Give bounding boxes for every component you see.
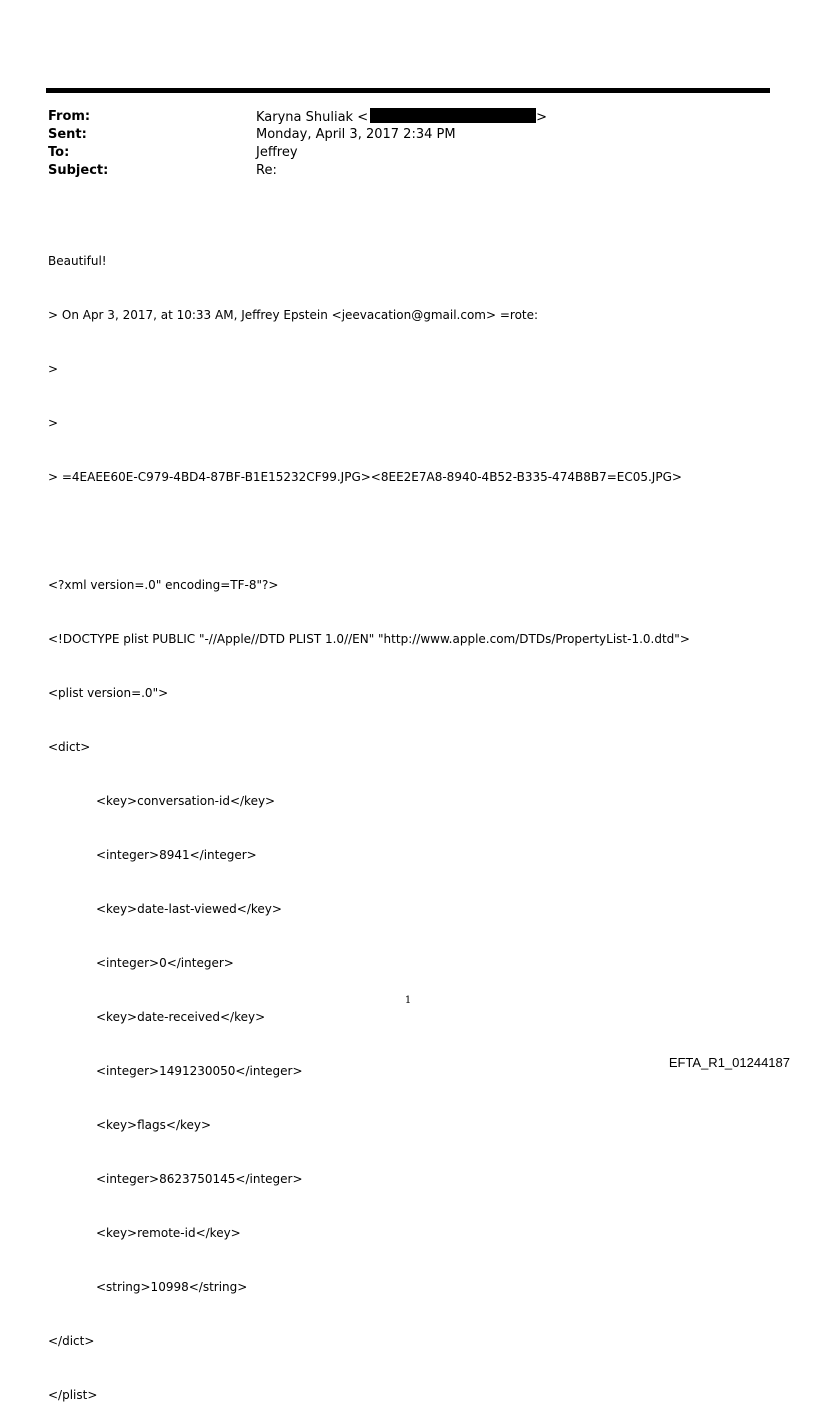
- body-line: [48, 522, 690, 540]
- bates-number: EFTA_R1_01244187: [668, 1055, 790, 1070]
- email-header: [48, 108, 547, 180]
- body-line: <integer>8941</integer>: [96, 848, 257, 862]
- body-line: <?xml version=.0" encoding=TF-8"?>: [48, 578, 279, 592]
- subject-row: [48, 162, 547, 180]
- from-tail: >: [536, 110, 548, 125]
- email-body: [48, 216, 690, 1422]
- body-line: <integer>0</integer>: [96, 956, 234, 970]
- body-line: <string>10998</string>: [96, 1280, 248, 1294]
- body-line: <plist version=.0">: [48, 686, 169, 700]
- body-line: <key>conversation-id</key>: [96, 794, 276, 808]
- body-line: </plist>: [48, 1388, 98, 1402]
- sent-row: [48, 126, 547, 144]
- body-line: >: [48, 416, 59, 430]
- body-line: </dict>: [48, 1334, 95, 1348]
- body-line: <key>date-last-viewed</key>: [96, 902, 282, 916]
- sent-label: Sent:: [48, 127, 87, 142]
- to-label: To:: [48, 145, 70, 160]
- subject-label: Subject:: [48, 163, 109, 178]
- body-line: <key>flags</key>: [96, 1118, 212, 1132]
- header-rule: [46, 88, 770, 93]
- body-line: <dict>: [48, 740, 91, 754]
- body-line: <integer>1491230050</integer>: [96, 1064, 303, 1078]
- from-row: [48, 108, 547, 126]
- body-line: <key>date-received</key>: [96, 1010, 266, 1024]
- subject-value: Re:: [256, 163, 277, 178]
- body-line: > =4EAEE60E-C979-4BD4-87BF-B1E15232CF99.JPG><8EE2E7A8-8940-4B52-B335-474B8B7=EC05.JPG>: [48, 470, 682, 484]
- body-line: > On Apr 3, 2017, at 10:33 AM, Jeffrey Epstein <jeevacation@gmail.com> =rote:: [48, 308, 539, 322]
- from-value: [256, 108, 547, 126]
- body-line: <integer>8623750145</integer>: [96, 1172, 303, 1186]
- redaction-block: [370, 108, 536, 123]
- to-value: Jeffrey: [256, 145, 298, 160]
- from-name: Karyna Shuliak <: [256, 110, 369, 125]
- body-line: Beautiful!: [48, 254, 107, 268]
- body-line: >: [48, 362, 59, 376]
- page-number: 1: [404, 995, 412, 1006]
- from-label: From:: [48, 109, 91, 124]
- to-row: [48, 144, 547, 162]
- sent-value: Monday, April 3, 2017 2:34 PM: [256, 127, 456, 142]
- body-line: <key>remote-id</key>: [96, 1226, 241, 1240]
- body-line: <!DOCTYPE plist PUBLIC "-//Apple//DTD PLIST 1.0//EN" "http://www.apple.com/DTDs/PropertyList-1.0.dtd">: [48, 632, 690, 646]
